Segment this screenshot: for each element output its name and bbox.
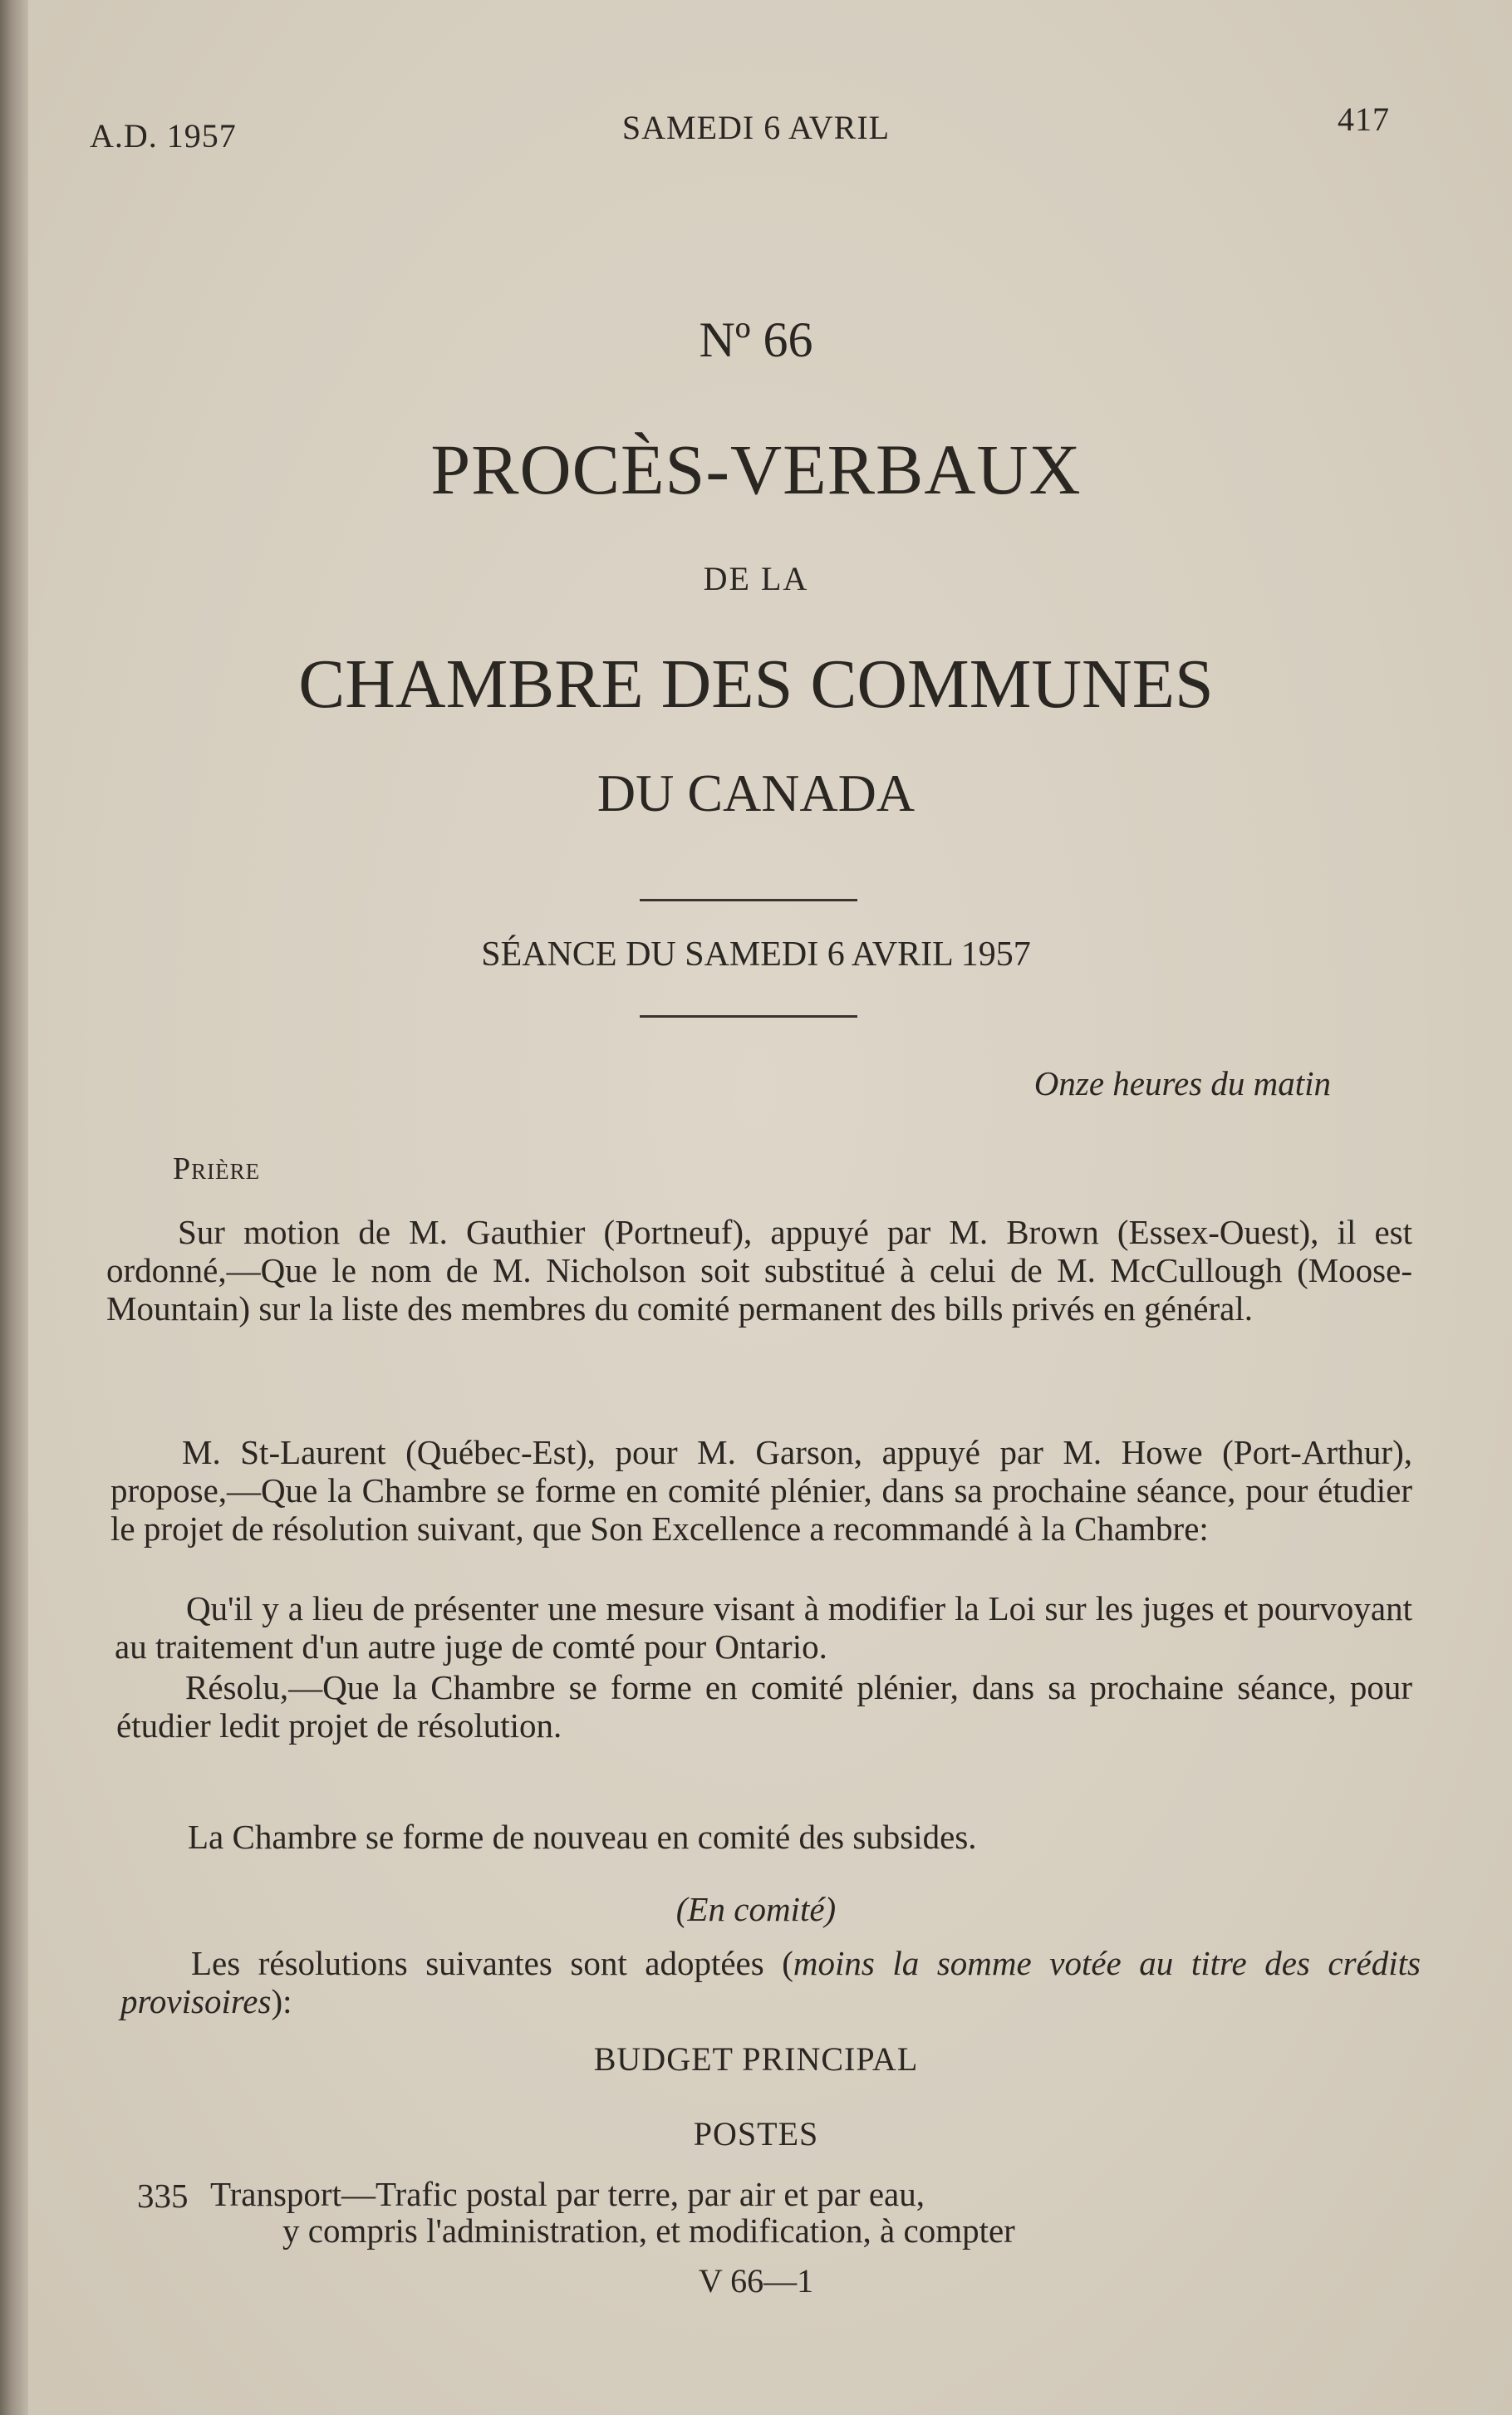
budget-item-number: 335 [137,2177,189,2215]
chamber-title: CHAMBRE DES COMMUNES [298,645,1214,723]
paragraph-resolutions-adopted [120,1944,1421,2020]
resolutions-text-italic: moins la somme votée au titre des crédits provisoires [120,1944,1421,2020]
page-number: 417 [1338,101,1390,138]
header-year: A.D. 1957 [90,117,237,155]
paragraph-motion-st-laurent: M. St-Laurent (Québec-Est), pour M. Garson, appuyé par M. Howe (Port-Arthur), propose,—Que la Chambre se forme en comité plénier, dans sa prochaine séance, pour étudier le projet de résolution suivant, que Son Excellence a recommandé à la Chambre: [110,1433,1412,1548]
paragraph-committee-supply: La Chambre se forme de nouveau en comité des subsides. [188,1818,977,1856]
divider-bottom [640,1015,857,1018]
paragraph-resolu: Résolu,—Que la Chambre se forme en comité plénier, dans sa prochaine séance, pour étudier ledit projet de résolution. [116,1668,1412,1745]
resolutions-text-end: ): [271,1982,292,2020]
en-comite-label: (En comité) [675,1890,837,1928]
divider-top [640,899,857,901]
document-title: PROCÈS-VERBAUX [430,429,1082,509]
title-connector: DE LA [703,560,809,597]
session-time: Onze heures du matin [1033,1064,1331,1102]
budget-item-line-1: Transport—Trafic postal par terre, par air et par eau, [210,2175,925,2213]
budget-subheading: POSTES [693,2115,819,2152]
issue-number: Nº 66 [699,312,813,367]
resolutions-text-start: Les résolutions suivantes sont adoptées ( [191,1944,793,1982]
paragraph-motion-gauthier: Sur motion de M. Gauthier (Portneuf), appuyé par M. Brown (Essex-Ouest), il est ordonné,—Que le nom de M. Nicholson soit substitué à celui de M. McCullough (Moose-Mountain) sur la liste des membres du comité permanent des bills privés en général. [106,1213,1412,1328]
signature-mark: V 66—1 [698,2262,814,2300]
budget-heading: BUDGET PRINCIPAL [593,2040,919,2078]
country-title: DU CANADA [596,763,916,822]
section-priere: Prière [173,1151,261,1186]
header-date: SAMEDI 6 AVRIL [621,109,891,146]
budget-item-line-2: y compris l'administration, et modification, à compter [282,2211,1015,2250]
paragraph-resolution-text: Qu'il y a lieu de présenter une mesure visant à modifier la Loi sur les juges et pourvoyant au traitement d'un autre juge de comté pour Ontario. [115,1589,1412,1666]
session-date: SÉANCE DU SAMEDI 6 AVRIL 1957 [481,935,1031,974]
